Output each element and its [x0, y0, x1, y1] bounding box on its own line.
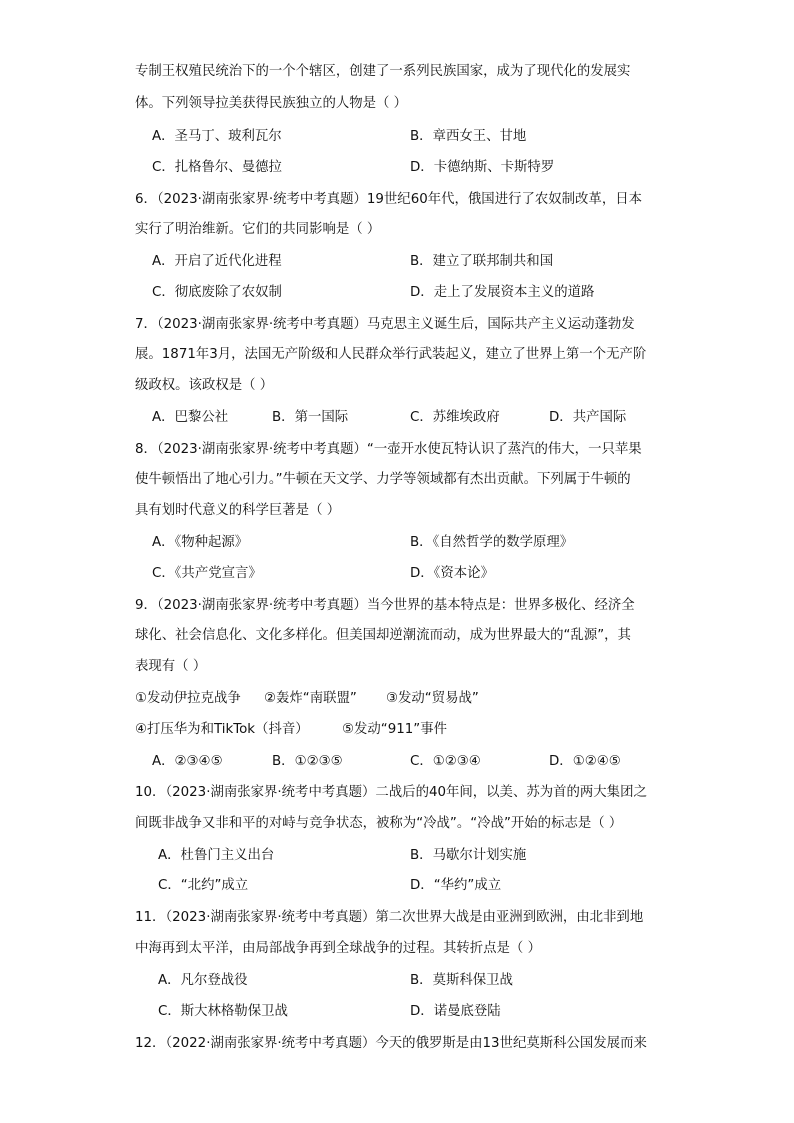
q7-line3: 级政权。该政权是（ ）: [135, 378, 274, 393]
q5-option-b[interactable]: B．章西女王、甘地: [410, 129, 527, 144]
q7-option-c[interactable]: C．苏维埃政府: [410, 410, 500, 425]
q9-item-2: ②轰炸“南联盟”: [264, 691, 357, 706]
q10-line1: 10．（2023·湖南张家界·统考中考真题）二战后的40年间，以美、苏为首的两大集团之: [135, 785, 647, 800]
q10-option-c[interactable]: C．“北约”成立: [158, 878, 249, 893]
q9-item-5: ⑤发动“911”事件: [342, 722, 447, 737]
q8-line2: 使牛顿悟出了地心引力。”牛顿在天文学、力学等领域都有杰出贡献。下列属于牛顿的: [135, 472, 631, 487]
q7-line2: 展。1871年3月，法国无产阶级和人民群众举行武装起义，建立了世界上第一个无产阶: [135, 347, 647, 362]
q10-option-b[interactable]: B．马歇尔计划实施: [410, 848, 527, 863]
q9-line3: 表现有（ ）: [135, 659, 207, 674]
q11-option-b[interactable]: B．莫斯科保卫战: [410, 973, 513, 988]
q5-line2: 体。下列领导拉美获得民族独立的人物是（ ）: [135, 96, 408, 111]
q8-option-c[interactable]: C．《共产党宣言》: [152, 566, 262, 581]
q9-item-3: ③发动“贸易战”: [386, 691, 479, 706]
q10-option-a[interactable]: A．杜鲁门主义出台: [158, 848, 275, 863]
q5-option-a[interactable]: A．圣马丁、玻利瓦尔: [152, 129, 282, 144]
q7-option-a[interactable]: A．巴黎公社: [152, 410, 229, 425]
q6-option-b[interactable]: B．建立了联邦制共和国: [410, 254, 554, 269]
q7-line1: 7．（2023·湖南张家界·统考中考真题）马克思主义诞生后，国际共产主义运动蓬勃发: [135, 317, 635, 332]
q8-line3: 具有划时代意义的科学巨著是（ ）: [135, 503, 341, 518]
q9-line2: 球化、社会信息化、文化多样化。但美国却逆潮流而动，成为世界最大的“乱源”，其: [135, 628, 631, 643]
q8-option-d[interactable]: D．《资本论》: [410, 566, 494, 581]
q11-line2: 中海再到太平洋，由局部战争再到全球战争的过程。其转折点是（ ）: [135, 941, 541, 956]
q11-line1: 11．（2023·湖南张家界·统考中考真题）第二次世界大战是由亚洲到欧洲，由北非到地: [135, 910, 644, 925]
q6-option-c[interactable]: C．彻底废除了农奴制: [152, 285, 282, 300]
q9-option-d[interactable]: D．①②④⑤: [549, 754, 621, 769]
q8-option-b[interactable]: B．《自然哲学的数学原理》: [410, 535, 574, 550]
q12-line1: 12．（2022·湖南张家界·统考中考真题）今天的俄罗斯是由13世纪莫斯科公国发展而来: [135, 1036, 647, 1051]
q6-option-d[interactable]: D．走上了发展资本主义的道路: [410, 285, 595, 300]
q11-option-c[interactable]: C．斯大林格勒保卫战: [158, 1004, 288, 1019]
q11-option-a[interactable]: A．凡尔登战役: [158, 973, 248, 988]
q8-option-a[interactable]: A．《物种起源》: [152, 535, 249, 550]
q9-option-a[interactable]: A．②③④⑤: [152, 754, 223, 769]
q6-line1: 6．（2023·湖南张家界·统考中考真题）19世纪60年代，俄国进行了农奴制改革，日本: [135, 192, 642, 207]
q9-option-b[interactable]: B．①②③⑤: [272, 754, 343, 769]
q9-item-4: ④打压华为和TikTok（抖音）: [135, 722, 309, 737]
q6-line2: 实行了明治维新。它们的共同影响是（ ）: [135, 222, 381, 237]
q8-line1: 8．（2023·湖南张家界·统考中考真题）“一壶开水使瓦特认识了蒸汽的伟大，一只苹果: [135, 442, 642, 457]
q9-item-1: ①发动伊拉克战争: [135, 691, 241, 706]
q10-line2: 间既非战争又非和平的对峙与竞争状态，被称为“冷战”。“冷战”开始的标志是（ ）: [135, 816, 623, 831]
q5-option-d[interactable]: D．卡德纳斯、卡斯特罗: [410, 160, 555, 175]
q7-option-d[interactable]: D．共产国际: [549, 410, 627, 425]
q5-line1: 专制王权殖民统治下的一个个辖区，创建了一系列民族国家，成为了现代化的发展实: [135, 64, 631, 79]
q10-option-d[interactable]: D．“华约”成立: [410, 878, 502, 893]
q9-option-c[interactable]: C．①②③④: [410, 754, 481, 769]
q6-option-a[interactable]: A．开启了近代化进程: [152, 254, 282, 269]
q7-option-b[interactable]: B．第一国际: [272, 410, 349, 425]
q5-option-c[interactable]: C．扎格鲁尔、曼德拉: [152, 160, 282, 175]
q11-option-d[interactable]: D．诺曼底登陆: [410, 1004, 501, 1019]
q9-line1: 9．（2023·湖南张家界·统考中考真题）当今世界的基本特点是：世界多极化、经济全: [135, 598, 635, 613]
